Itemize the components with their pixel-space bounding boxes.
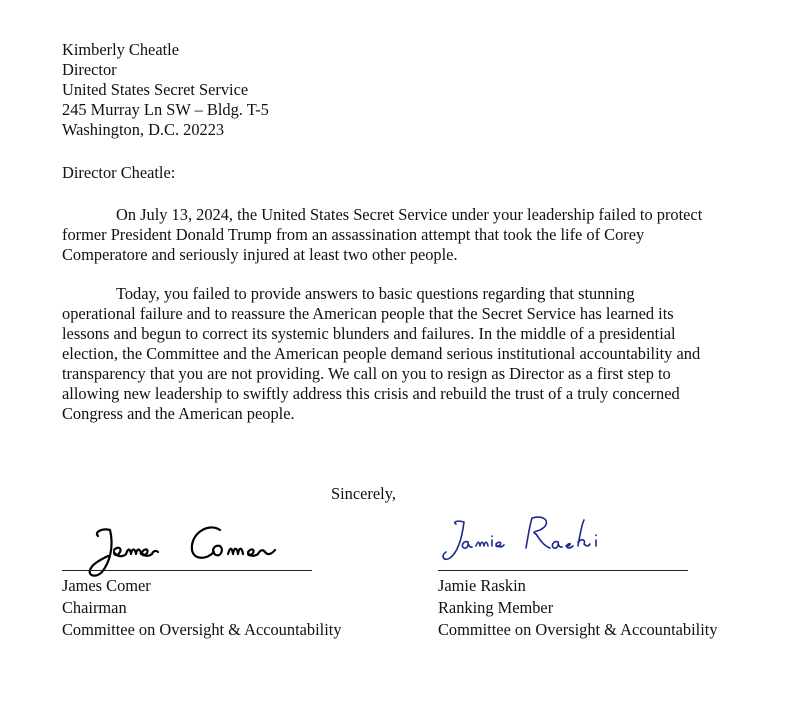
- recipient-title: Director: [62, 60, 117, 79]
- paragraph-1-line: Comperatore and seriously injured at least two other people.: [62, 245, 458, 264]
- signer-name-comer: James Comer: [62, 576, 151, 595]
- paragraph-2-line: election, the Committee and the American people demand serious institutional accountability and: [62, 344, 701, 363]
- salutation: Director Cheatle:: [62, 163, 176, 182]
- paragraph-2-line: operational failure and to reassure the American people that the Secret Service has learned its: [62, 304, 674, 323]
- paragraph-1: [62, 205, 762, 265]
- paragraph-2-line: Congress and the American people.: [62, 404, 295, 423]
- signer-role-comer: Chairman: [62, 598, 127, 617]
- signer-committee-comer: Committee on Oversight & Accountability: [62, 620, 342, 639]
- recipient-name: Kimberly Cheatle: [62, 40, 179, 59]
- signature-raskin: [436, 512, 686, 572]
- paragraph-1-line: On July 13, 2024, the United States Secret Service under your leadership failed to protect: [116, 205, 703, 224]
- signer-committee-raskin: Committee on Oversight & Accountability: [438, 620, 718, 639]
- paragraph-2-line: transparency that you are not providing. We call on you to resign as Director as a first step to: [62, 364, 671, 383]
- paragraph-2: [62, 284, 762, 424]
- recipient-city: Washington, D.C. 20223: [62, 120, 225, 139]
- signer-name-raskin: Jamie Raskin: [438, 576, 526, 595]
- signature-line-raskin: [438, 570, 688, 571]
- paragraph-2-line: allowing new leadership to swiftly address this crisis and rebuild the trust of a truly concerned: [62, 384, 680, 403]
- paragraph-2-line: lessons and begun to correct its systemic blunders and failures. In the middle of a presidential: [62, 324, 676, 343]
- paragraph-1-line: former President Donald Trump from an assassination attempt that took the life of Corey: [62, 225, 645, 244]
- signature-line-comer: [62, 570, 312, 571]
- recipient-agency: United States Secret Service: [62, 80, 249, 99]
- closing: Sincerely,: [331, 484, 396, 503]
- recipient-street: 245 Murray Ln SW – Bldg. T-5: [62, 100, 269, 119]
- paragraph-2-line: Today, you failed to provide answers to basic questions regarding that stunning: [116, 284, 635, 303]
- signer-role-raskin: Ranking Member: [438, 598, 554, 617]
